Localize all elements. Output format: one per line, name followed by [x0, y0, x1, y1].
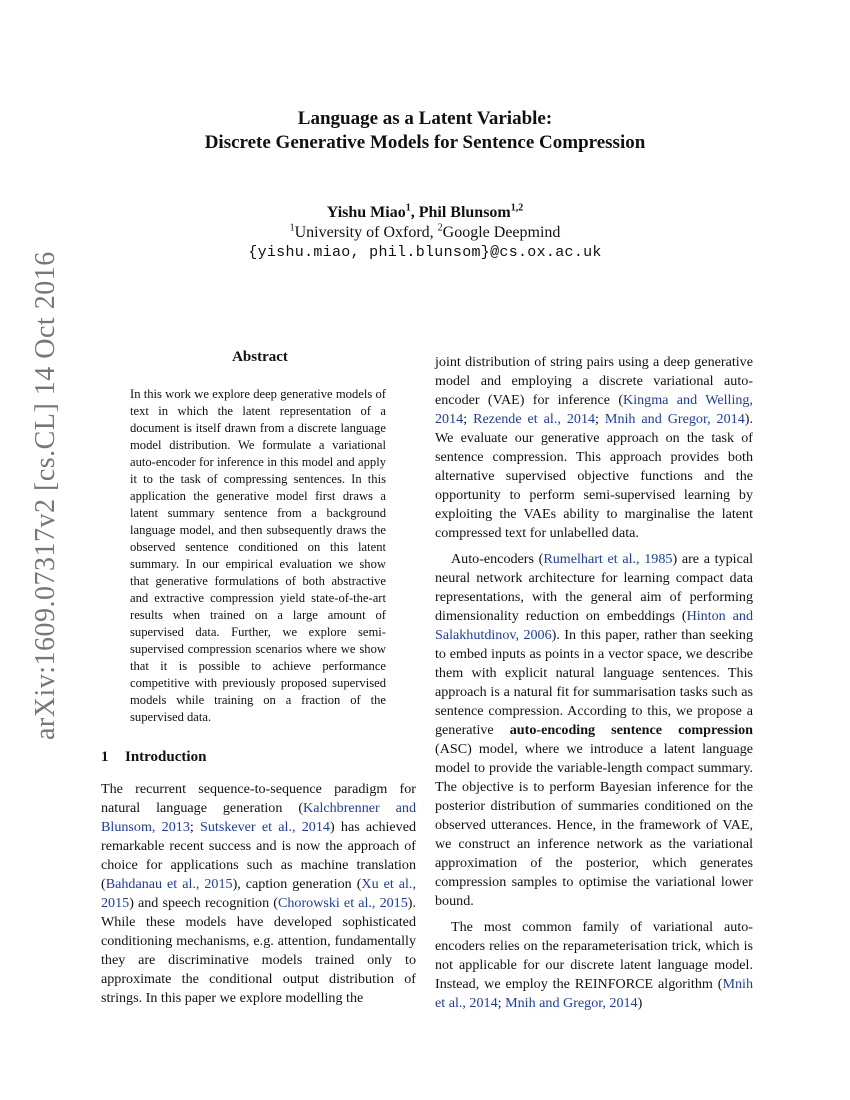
citation-link[interactable]: Mnih et al., 2014 [435, 976, 753, 1011]
text-run: The most common family of variational auto-encoders relies on the reparameterisation trick, which is not applicable for our discrete latent language model. Instead, we employ the REINFORCE algorithm ( [435, 919, 753, 992]
text-run: Auto-encoders ( [451, 551, 544, 567]
citation-link[interactable]: Chorowski et al., 2015 [277, 895, 408, 911]
text-run: ). We evaluate our generative approach on the task of sentence compression. This approach provides both alternative supervised objective functions and the opportunity to perform semi-supervised learning by exploiting the VAEs ability to marginalise the latent compressed text for unlabelled data. [435, 411, 753, 541]
text-run: ). While these models have developed sophisticated conditioning mechanisms, e.g. attention, fundamentally they are discriminative models trained only to approximate the conditional output distribution of strings. In this paper we explore modelling the [101, 895, 416, 1006]
author-names [0, 203, 850, 223]
text-run: ). In this paper, rather than seeking to embed inputs as points in a vector space, we describe them with explicit natural language sentences. This approach is a natural fit for summarisation tasks such as sentence compression. According to this, we propose a generative [435, 627, 753, 738]
text-run: ; [189, 819, 201, 835]
author-email[interactable]: {yishu.miao, phil.blunsom}@cs.ox.ac.uk [248, 244, 602, 261]
affiliation-2-mark: 2 [437, 222, 443, 234]
right-paragraph-2 [435, 550, 753, 911]
text-run: ), caption generation ( [232, 876, 362, 892]
citation-link[interactable]: Sutskever et al., 2014 [200, 819, 330, 835]
author-separator: , [410, 204, 419, 221]
title-line-1: Language as a Latent Variable: [297, 108, 553, 129]
right-column [435, 353, 753, 1013]
author-block [0, 203, 850, 263]
affiliation-1: University of Oxford, [294, 224, 438, 241]
text-run: ; [497, 995, 506, 1011]
citation-link[interactable]: Hinton and Salakhutdinov, 2006 [435, 608, 753, 643]
right-paragraph-3 [435, 918, 753, 1013]
title-line-2: Discrete Generative Models for Sentence Compression [204, 132, 646, 153]
paper-title [0, 107, 850, 155]
affiliations [0, 223, 850, 243]
citation-link[interactable]: Rumelhart et al., 1985 [543, 551, 673, 567]
text-run: (ASC) model, where we introduce a latent language model to provide the variable-length compact summary. The objective is to perform Bayesian inference for the posterior distribution of summaries conditioned on the observed utterances. Hence, in the framework of VAE, we construct an inference network as the variational approximation of the posterior, which generates compression samples to optimise the variational lower bound. [435, 741, 753, 909]
text-run: ) are a typical neural network architecture for learning compact data representations, with the general aim of performing dimensionality reduction on embeddings ( [435, 551, 753, 624]
abstract-heading: Abstract [232, 349, 288, 365]
author-1: Yishu Miao [326, 204, 406, 221]
citation-link[interactable]: Xu et al., 2015 [101, 876, 416, 911]
section-title: Introduction [125, 749, 207, 765]
citation-link[interactable]: Mnih and Gregor, 2014 [604, 411, 745, 427]
text-run: ; [463, 411, 474, 427]
section-number: 1 [101, 749, 109, 765]
text-run: ) has achieved remarkable recent success and is now the approach of choice for applications such as machine translation ( [101, 819, 417, 892]
author-2: Phil Blunsom [418, 204, 511, 221]
citation-link[interactable]: Kalchbrenner and Blunsom, 2013 [101, 800, 416, 835]
section-heading-introduction [101, 749, 206, 766]
author-1-affiliation-mark: 1 [405, 202, 411, 214]
arxiv-stamp: arXiv:1609.07317v2 [cs.CL] 14 Oct 2016 [30, 251, 61, 740]
bold-term: auto-encoding sentence compression [509, 722, 753, 738]
affiliation-1-mark: 1 [289, 222, 295, 234]
text-run: ) and speech recognition ( [129, 895, 278, 911]
citation-link[interactable]: Kingma and Welling, 2014 [435, 392, 753, 427]
text-run: ) [637, 995, 643, 1011]
citation-link[interactable]: Rezende et al., 2014 [473, 411, 596, 427]
intro-paragraph-1 [101, 780, 416, 1008]
citation-link[interactable]: Bahdanau et al., 2015 [105, 876, 233, 892]
text-run: The recurrent sequence-to-sequence paradigm for natural language generation ( [101, 781, 416, 816]
text-run: joint distribution of string pairs using a deep generative model and employing a discrete variational auto-encoder (VAE) for inference ( [435, 354, 753, 408]
text-run: ; [595, 411, 605, 427]
abstract-text: In this work we explore deep generative models of text in which the latent representation of a document is itself drawn from a discrete language model distribution. We formulate a variational auto-encoder for inference in this model and apply it to the task of compressing sentences. In this application the generative model first draws a latent summary sentence from a background language model, and then subsequently draws the observed sentence conditioned on this latent summary. In our empirical evaluation we show that generative formulations of both abstractive and extractive compression yield state-of-the-art results when trained on a large amount of supervised data. Further, we explore semi-supervised compression scenarios where we show that it is possible to achieve performance competitive with previously proposed supervised models while training on a fraction of the supervised data. [130, 387, 386, 724]
right-paragraph-1 [435, 353, 753, 543]
citation-link[interactable]: Mnih and Gregor, 2014 [505, 995, 638, 1011]
affiliation-2: Google Deepmind [442, 224, 561, 241]
author-2-affiliation-mark: 1,2 [510, 202, 524, 214]
